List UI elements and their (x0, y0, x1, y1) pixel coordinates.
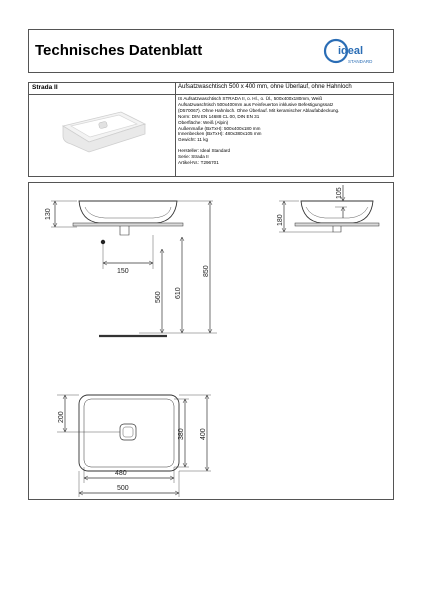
ideal-standard-logo (323, 34, 389, 68)
logo-subtext: STANDARD (348, 59, 373, 64)
product-description (178, 96, 339, 166)
side-view (277, 185, 379, 232)
dim-top-outer-width: 500 (117, 485, 129, 492)
dim-front-drain-offset: 150 (117, 268, 129, 275)
article-number-line: Artikel-Nr.: T296701 (178, 160, 219, 166)
dim-front-drain-height: 560 (155, 291, 162, 303)
dim-top-inner-depth: 380 (178, 428, 185, 440)
front-view (45, 201, 217, 336)
description-line: Oberfläche: Weiß (Alpin) (178, 119, 229, 125)
dim-top-drain-position: 200 (58, 411, 65, 423)
description-line: (D570067). Ohne Hahnloch. Ohne Überlauf. Mit keramischer Ablaufabdeckung. (178, 107, 340, 113)
logo-text: ideal (338, 45, 364, 57)
description-line: IS Aufsatzwaschtisch STRADA II, o. Hl., o. Ül., 500x400x180mm, Weiß (178, 96, 323, 101)
dim-top-outer-depth: 400 (200, 428, 207, 440)
description-line: Norm: DIN EN 14688 CL 00, DIN EN 31 (178, 113, 260, 119)
dim-top-inner-width: 480 (115, 470, 127, 477)
drawing-canvas (29, 183, 393, 499)
series-line: Serie: Strada II (178, 154, 209, 160)
product-name: Strada II (32, 84, 58, 91)
description-line: Innenbecken (BxTxH): 480x380x105 mm (178, 131, 262, 137)
product-info-table (28, 82, 394, 177)
dim-side-outer-height: 180 (277, 214, 284, 226)
description-line: Aufsatzwaschtisch 500x400mm aus Feinfeuerton inklusive Befestigungssatz (178, 101, 334, 107)
document-title: Technisches Datenblatt (35, 42, 203, 59)
dim-side-inner-depth: 105 (336, 187, 343, 199)
washbasin-image (59, 102, 149, 157)
top-view (57, 395, 211, 497)
product-headline: Aufsatzwaschtisch 500 x 400 mm, ohne Überlauf, ohne Hahnloch (178, 84, 352, 90)
manufacturer-line: Hersteller: Ideal Standard (178, 148, 231, 154)
dim-front-bowl-height: 130 (45, 208, 52, 220)
description-line: Gewicht: 11 kg (178, 137, 209, 143)
dim-front-total-height: 850 (203, 265, 210, 277)
technical-drawing (28, 182, 394, 500)
dim-front-outlet-height: 610 (175, 287, 182, 299)
description-line: Außenmaße (BxTxH): 500x400x180 mm (178, 125, 261, 131)
header-box (28, 29, 394, 73)
